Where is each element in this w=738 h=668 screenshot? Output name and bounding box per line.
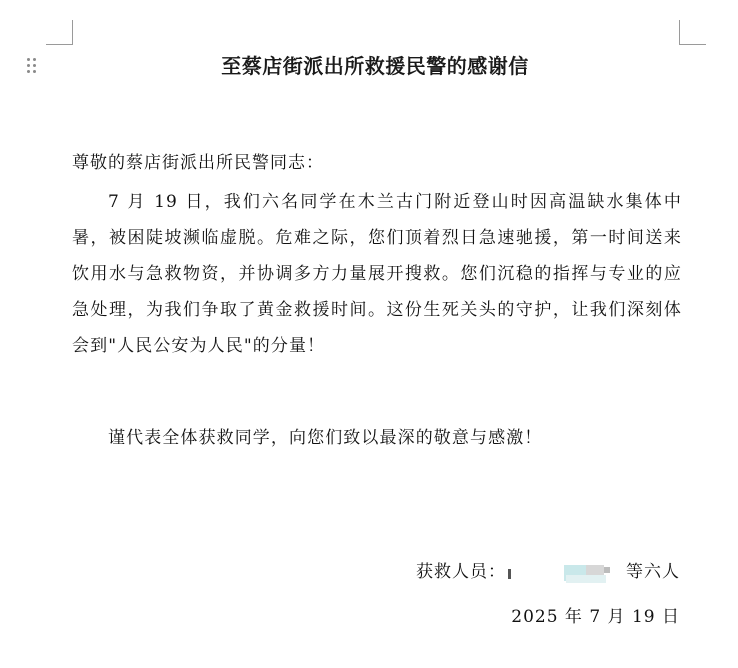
drag-handle-icon[interactable] <box>27 58 39 74</box>
redacted-names <box>506 563 626 583</box>
letter-salutation: 尊敬的蔡店街派出所民警同志： <box>72 153 324 173</box>
letter-title: 至蔡店街派出所救援民警的感谢信 <box>221 54 529 78</box>
letter-closing-paragraph: 谨代表全体获救同学，向您们致以最深的敬意与感激！ <box>108 428 543 448</box>
page-margin-mark-top-right <box>679 20 706 45</box>
letter-body-paragraph: 7 月 19 日，我们六名同学在木兰古门附近登山时因高温缺水集体中暑，被困陡坡濒临虚脱。危难之际，您们顶着烈日急速驰援，第一时间送来饮用水与急救物资，并协调多方力量展开搜救。您们沉稳的指挥与专业的应急处理，为我们争取了黄金救援时间。这份生死关头的守护，让我们深刻体会到"人民公安为人民"的分量！ <box>72 192 682 356</box>
signature-suffix: 等六人 <box>626 562 680 582</box>
signature-line <box>416 557 680 583</box>
page-margin-mark-top-left <box>46 20 73 45</box>
signature-label: 获救人员： <box>416 562 506 582</box>
letter-date: 2025 年 7 月 19 日 <box>511 607 680 627</box>
